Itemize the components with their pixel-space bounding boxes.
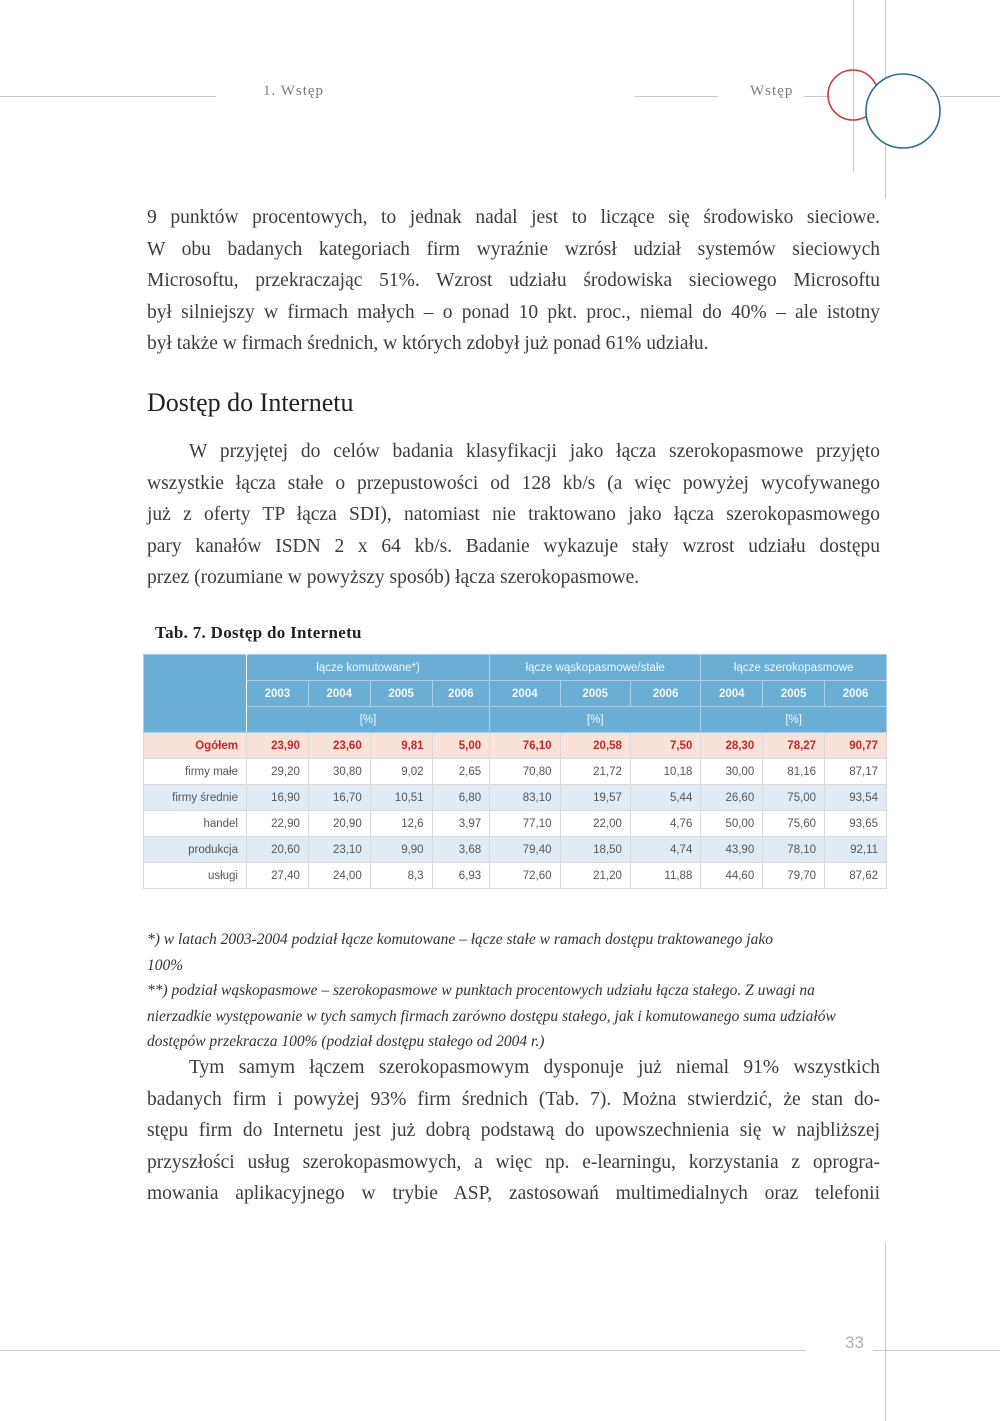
year-header: 2005	[763, 681, 825, 707]
text-line: był silniejszy w firmach małych – o ponad 10 pkt. proc., niemal do 40% – ale istotny	[147, 301, 880, 323]
unit-header: [%]	[247, 707, 490, 733]
table-unit-header-row	[144, 707, 887, 733]
table-cell: 23,10	[308, 837, 370, 863]
table-row-total	[144, 733, 887, 759]
footnote-line: nierzadkie występowanie w tych samych firmach zarówno dostępu stałego, jak i komutowanego suma udziałów	[147, 1007, 836, 1025]
table-cell: 24,00	[308, 863, 370, 889]
unit-header: [%]	[490, 707, 701, 733]
footnote-line: *) w latach 2003-2004 podział łącze komutowane – łącze stałe w ramach dostępu traktowanego jako	[147, 931, 773, 948]
footer-rule-left	[0, 1350, 806, 1351]
table-row	[144, 759, 887, 785]
table-cell: 10,51	[370, 785, 432, 811]
internet-access-table	[143, 654, 887, 889]
year-header: 2006	[825, 681, 887, 707]
table-cell: 20,90	[308, 811, 370, 837]
table-cell: 76,10	[490, 733, 560, 759]
year-header: 2006	[432, 681, 490, 707]
text-line: Tym samym łączem szerokopasmowym dysponuje już niemal 91% wszystkich	[189, 1057, 880, 1078]
text-line: był także w firmach średnich, w których zdobył już ponad 61% udziału.	[147, 333, 709, 354]
table-cell: 23,90	[247, 733, 309, 759]
text-line: przez (rozumiane w powyższy sposób) łącza szerokopasmowe.	[147, 567, 640, 588]
year-header: 2003	[247, 681, 309, 707]
table-cell: 92,11	[825, 837, 887, 863]
section-paragraph	[147, 436, 880, 594]
table-cell: 87,62	[825, 863, 887, 889]
text-line: badanych firm i powyżej 93% firm średnich (Tab. 7). Można stwierdzić, że stan do-	[147, 1088, 880, 1110]
table-row	[144, 863, 887, 889]
table-cell: 10,18	[630, 759, 700, 785]
table-cell: 43,90	[701, 837, 763, 863]
table-group-header-row	[144, 655, 887, 681]
table-cell: 81,16	[763, 759, 825, 785]
table-row	[144, 785, 887, 811]
footnote-line: **) podział wąskopasmowe – szerokopasmowe w punktach procentowych udziału łącza stałego. Z uwagi na	[147, 982, 815, 999]
table-cell: 6,93	[432, 863, 490, 889]
text-line: już z oferty TP łącza SDI), natomiast nie traktowano jako łącza szerokopasmowego	[147, 504, 880, 525]
table-cell: 12,6	[370, 811, 432, 837]
running-head-right: Wstęp	[750, 83, 794, 99]
year-header: 2005	[560, 681, 630, 707]
table-cell: 16,70	[308, 785, 370, 811]
table-cell: 4,76	[630, 811, 700, 837]
header-rule-middle	[635, 96, 718, 97]
table-cell: 30,00	[701, 759, 763, 785]
section-heading: Dostęp do Internetu	[147, 388, 354, 417]
table-body	[144, 733, 887, 889]
table-corner-cell	[144, 655, 247, 733]
table-cell: 21,72	[560, 759, 630, 785]
table-row	[144, 811, 887, 837]
table-cell: 79,40	[490, 837, 560, 863]
text-line: 9 punktów procentowych, to jednak nadal jest to liczące się środowisko sieciowe.	[147, 207, 880, 228]
table-cell: 29,20	[247, 759, 309, 785]
table-cell: 75,60	[763, 811, 825, 837]
table-cell: 87,17	[825, 759, 887, 785]
group-header-broadband: łącze szerokopasmowe	[701, 655, 887, 681]
blue-circle-icon	[866, 74, 940, 148]
text-line: W przyjętej do celów badania klasyfikacji jako łącza szerokopasmowe przyjęto	[189, 441, 880, 462]
group-header-narrowband: łącze wąskopasmowe/stałe	[490, 655, 701, 681]
year-header: 2004	[701, 681, 763, 707]
table-cell: 2,65	[432, 759, 490, 785]
table-cell: 5,44	[630, 785, 700, 811]
table-cell: 72,60	[490, 863, 560, 889]
row-label: handel	[144, 811, 247, 837]
text-line: mowania aplikacyjnego w trybie ASP, zastosowań multimedialnych oraz telefonii	[147, 1183, 880, 1204]
table-cell: 22,00	[560, 811, 630, 837]
row-label: produkcja	[144, 837, 247, 863]
table-cell: 44,60	[701, 863, 763, 889]
text-line: pary kanałów ISDN 2 x 64 kb/s. Badanie wykazuje stały wzrost udziału dostępu	[147, 535, 880, 557]
intro-paragraph	[147, 202, 880, 360]
table-cell: 77,10	[490, 811, 560, 837]
table-row	[144, 837, 887, 863]
year-header: 2005	[370, 681, 432, 707]
table-cell: 93,54	[825, 785, 887, 811]
group-header-dialup: łącze komutowane*)	[247, 655, 490, 681]
table-cell: 11,88	[630, 863, 700, 889]
table-cell: 16,90	[247, 785, 309, 811]
table-cell: 9,90	[370, 837, 432, 863]
table-cell: 20,60	[247, 837, 309, 863]
table-cell: 70,80	[490, 759, 560, 785]
decorative-circles-icon	[825, 60, 950, 160]
table-cell: 3,97	[432, 811, 490, 837]
table-cell: 19,57	[560, 785, 630, 811]
table-cell: 9,02	[370, 759, 432, 785]
year-header: 2006	[630, 681, 700, 707]
table-cell: 83,10	[490, 785, 560, 811]
table-cell: 9,81	[370, 733, 432, 759]
table-cell: 7,50	[630, 733, 700, 759]
table-footnotes	[147, 927, 882, 1055]
closing-paragraph	[147, 1052, 880, 1210]
row-label: firmy małe	[144, 759, 247, 785]
table-cell: 78,10	[763, 837, 825, 863]
table-cell: 93,65	[825, 811, 887, 837]
footnote-line: 100%	[147, 956, 184, 974]
table-cell: 20,58	[560, 733, 630, 759]
table-cell: 23,60	[308, 733, 370, 759]
footer-vertical-rule	[885, 1243, 886, 1421]
text-line: przyszłości usług szerokopasmowych, a więc np. e-learningu, korzystania z oprogra-	[147, 1151, 880, 1173]
table-cell: 21,20	[560, 863, 630, 889]
table-cell: 90,77	[825, 733, 887, 759]
running-head-left: 1. Wstęp	[263, 83, 325, 99]
table-cell: 78,27	[763, 733, 825, 759]
row-label: firmy średnie	[144, 785, 247, 811]
table-cell: 4,74	[630, 837, 700, 863]
table-cell: 28,30	[701, 733, 763, 759]
header-rule-left	[0, 96, 216, 97]
text-line: stępu firm do Internetu jest już dobrą podstawą do upowszechnienia się w najbliższej	[147, 1120, 880, 1141]
row-label: usługi	[144, 863, 247, 889]
footer-rule-right	[873, 1350, 1000, 1351]
year-header: 2004	[308, 681, 370, 707]
table-cell: 75,00	[763, 785, 825, 811]
table-cell: 6,80	[432, 785, 490, 811]
table-cell: 50,00	[701, 811, 763, 837]
table-cell: 30,80	[308, 759, 370, 785]
table-cell: 5,00	[432, 733, 490, 759]
table-cell: 8,3	[370, 863, 432, 889]
table-cell: 26,60	[701, 785, 763, 811]
table-caption: Tab. 7. Dostęp do Internetu	[155, 623, 362, 642]
table-cell: 27,40	[247, 863, 309, 889]
year-header: 2004	[490, 681, 560, 707]
table-cell: 3,68	[432, 837, 490, 863]
unit-header: [%]	[701, 707, 887, 733]
table-cell: 22,90	[247, 811, 309, 837]
page-number: 33	[845, 1333, 864, 1352]
text-line: wszystkie łącza stałe o przepustowości od 128 kb/s (a więc powyżej wycofywanego	[147, 472, 880, 494]
table-cell: 18,50	[560, 837, 630, 863]
text-line: W obu badanych kategoriach firm wyraźnie wzrósł udział systemów sieciowych	[147, 238, 880, 260]
text-line: Microsoftu, przekraczając 51%. Wzrost udziału środowiska sieciowego Microsoftu	[147, 270, 880, 291]
table-cell: 79,70	[763, 863, 825, 889]
footnote-line: dostępów przekracza 100% (podział dostępu stałego od 2004 r.)	[147, 1033, 545, 1050]
row-label: Ogółem	[144, 733, 247, 759]
table-year-header-row	[144, 681, 887, 707]
